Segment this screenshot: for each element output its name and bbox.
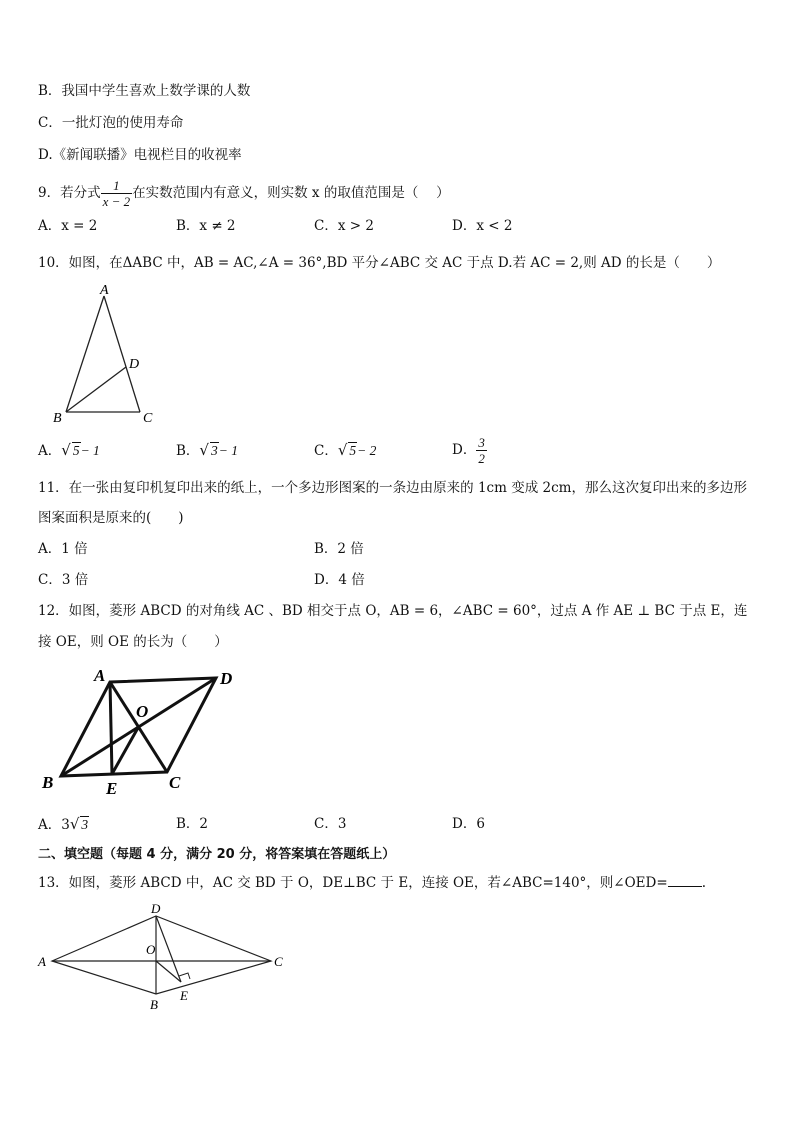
q10-label-b: B — [53, 411, 62, 426]
q11-stem-line2: 图案面积是原来的( ) — [38, 510, 184, 526]
q12-label-a: A — [94, 666, 106, 685]
q10-option-a: A．√ 5− 1 — [38, 441, 100, 459]
q9-frac-num: 1 — [113, 178, 120, 193]
q13-stem — [38, 873, 706, 893]
q10-label-a: A — [100, 283, 109, 298]
q10-triangle-figure — [40, 282, 170, 430]
q10-option-a-letter: A． — [38, 443, 62, 459]
q12-option-c: C．3 — [314, 816, 347, 832]
q10-option-d-den: 2 — [478, 451, 485, 466]
q12-stem-line1: 12．如图，菱形 ABCD 的对角线 AC 、BD 相交于点 O，AB = 6，∠ABC = 60°，过点 A 作 AE ⊥ BC 于点 E，连 — [38, 603, 748, 619]
q11-stem-line1: 11．在一张由复印机复印出来的纸上，一个多边形图案的一条边由原来的 1cm 变成 2cm，那么这次复印出来的多边形 — [38, 480, 747, 496]
q12-segment-oe — [112, 726, 139, 774]
q10-option-c: C．√ 5− 2 — [314, 441, 377, 459]
q11-option-d: D．4 倍 — [314, 572, 365, 588]
q12-label-o: O — [136, 702, 149, 721]
section-heading-fill-blank: 二、填空题（每题 4 分，满分 20 分，将答案填在答题纸上） — [38, 847, 396, 862]
q9-frac-den: x − 2 — [102, 194, 131, 209]
q9-stem-post: 在实数范围内有意义，则实数 x 的取值范围是（ ） — [132, 185, 450, 201]
q13-answer-blank — [668, 874, 702, 887]
q13-label-e: E — [180, 988, 188, 1003]
q9-option-b: B．x ≠ 2 — [176, 218, 236, 234]
q10-option-b-radicand: 3 — [210, 443, 218, 458]
q9-option-d: D．x < 2 — [452, 218, 513, 234]
q9-option-a: A．x = 2 — [38, 218, 98, 234]
q12-option-a: A．3√ 3 — [38, 815, 89, 833]
q10-label-d: D — [129, 357, 140, 372]
q9-fraction — [101, 178, 133, 209]
q12-label-c: C — [169, 773, 181, 792]
q13-rhombus-figure — [34, 900, 294, 1016]
q10-side-ab — [66, 296, 104, 412]
q10-option-d-fraction — [476, 435, 487, 466]
q13-label-o: O — [146, 942, 156, 957]
q12-option-d: D．6 — [452, 816, 485, 832]
q12-stem-line2: 接 OE，则 OE 的长为（ ） — [38, 634, 228, 650]
q10-option-c-radicand: 5 — [349, 443, 357, 458]
q10-side-ac — [104, 296, 140, 412]
q12-label-b: B — [42, 773, 54, 792]
q10-segment-bd — [66, 367, 126, 412]
q10-option-b-letter: B． — [176, 443, 200, 459]
q12-option-b: B．2 — [176, 816, 209, 832]
q10-option-c-letter: C． — [314, 443, 338, 459]
q10-option-d-letter: D． — [452, 442, 477, 458]
q12-label-e: E — [106, 779, 118, 798]
q12-option-a-radicand: 3 — [81, 817, 89, 832]
q13-rhombus-outline — [52, 916, 271, 994]
q13-stem-text: 13．如图，菱形 ABCD 中，AC 交 BD 于 O，DE⊥BC 于 E，连接 OE，若∠ABC=140°，则∠OED= — [38, 875, 668, 891]
q8-option-c: C．一批灯泡的使用寿命 — [38, 115, 184, 131]
q13-label-a: A — [38, 954, 46, 969]
q10-option-a-radicand: 5 — [72, 443, 80, 458]
q13-label-c: C — [274, 954, 283, 969]
q9-option-c: C．x > 2 — [314, 218, 374, 234]
q10-label-c: C — [143, 411, 153, 426]
q10-option-b-rest: − 1 — [218, 443, 238, 458]
q12-option-a-letter: A．3 — [38, 817, 70, 833]
q10-option-c-rest: − 2 — [357, 443, 377, 458]
q11-option-a: A．1 倍 — [38, 541, 88, 557]
q10-option-d-num: 3 — [478, 435, 485, 450]
q10-option-a-rest: − 1 — [80, 443, 100, 458]
q11-option-b: B．2 倍 — [314, 541, 364, 557]
q13-right-angle-mark — [179, 973, 190, 979]
q9-stem-pre: 9．若分式 — [38, 185, 101, 201]
q13-stem-end: . — [701, 875, 706, 891]
q10-option-d — [452, 432, 487, 468]
q9-stem — [38, 178, 450, 209]
q10-option-b: B．√ 3− 1 — [176, 441, 238, 459]
q11-option-c: C．3 倍 — [38, 572, 89, 588]
q13-label-d: D — [151, 901, 161, 916]
q13-label-b: B — [150, 997, 158, 1012]
q12-rhombus-figure — [36, 664, 246, 802]
q10-stem: 10．如图，在ΔABC 中，AB = AC,∠A = 36°,BD 平分∠ABC 交 AC 于点 D.若 AC = 2,则 AD 的长是（ ） — [38, 255, 721, 271]
q8-option-b: B．我国中学生喜欢上数学课的人数 — [38, 83, 251, 99]
q12-label-d: D — [220, 669, 233, 688]
q12-segment-ae — [110, 682, 112, 774]
q8-option-d: D.《新闻联播》电视栏目的收视率 — [38, 147, 242, 163]
